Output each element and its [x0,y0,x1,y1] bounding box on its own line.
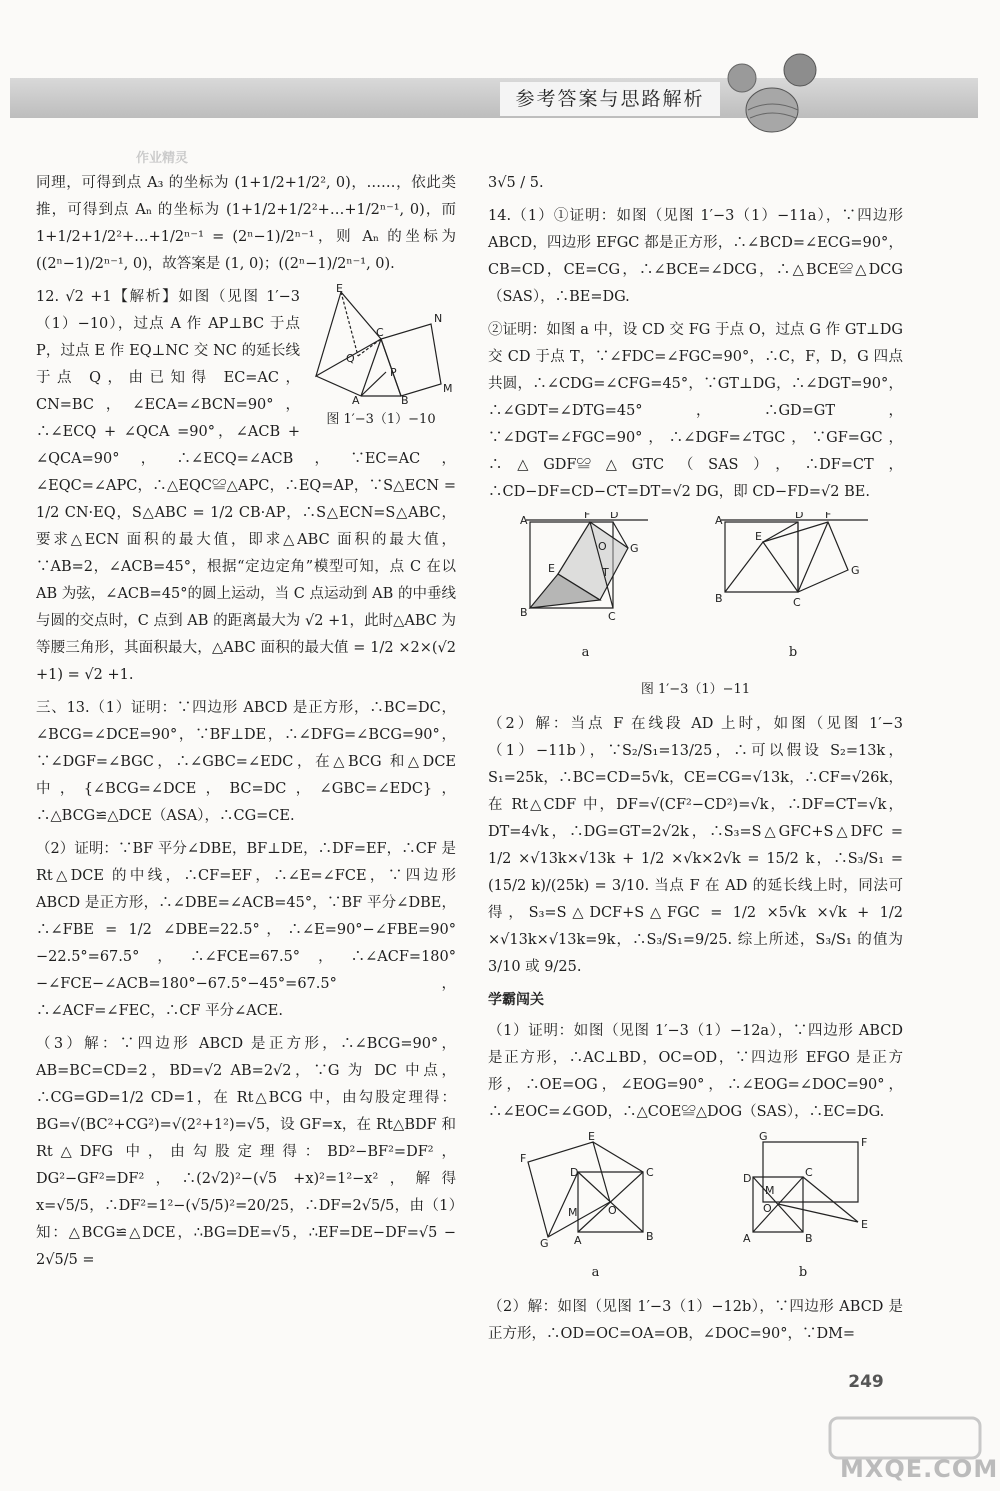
svg-text:T: T [602,566,609,579]
left-paragraph-3: 三、13.（1）证明：∵四边形 ABCD 是正方形，∴BC=DC，∠BCG=∠DCE=90°，∵BF⊥DE，∴∠DFG=∠BCG=90°，∵∠DGF=∠BGC，∴∠GBC=∠EDC，在△BCG 和△DCE 中，{∠BCG=∠DCE，BC=DC，∠GBC=∠EDC}，∴△BCG≌△DCE（ASA），∴CG=CE. [36,700,456,824]
svg-text:C: C [646,1166,654,1179]
svg-text:M: M [443,382,453,395]
figure-12a-label: a [591,1265,600,1280]
svg-text:Q: Q [346,352,355,365]
figure-12b-label: b [798,1265,808,1280]
svg-text:A: A [520,514,528,527]
svg-text:P: P [390,366,397,379]
watermark-text: MXQE.COM [840,1455,999,1483]
left-paragraph-4: （2）证明：∵BF 平分∠DBE，BF⊥DE，∴DF=EF，∴CF 是 Rt△DCE 的中线，∴CF=EF，∴∠E=∠FCE，∵四边形 ABCD 是正方形，∴∠DBE=∠ACB=45°，∵BF 平分∠DBE，∴∠FBE = 1/2 ∠DBE=22.5°，∴∠E=90°−∠FBE=90°−22.5°=67.5°，∴∠FCE=67.5°，∴∠ACF=180°−∠FCE−∠ACB=180°−67.5°−45°=67.5°，∴∠ACF=∠FEC，∴CF 平分∠ACE. [36,841,456,1019]
svg-text:O: O [763,1202,772,1215]
right-paragraph-0: 3√5 / 5. [488,175,544,191]
svg-text:E: E [588,1132,595,1143]
svg-text:F: F [861,1136,868,1149]
figure-11b-diagram [713,512,873,627]
svg-text:C: C [608,610,616,623]
svg-text:B: B [715,592,723,605]
svg-text:B: B [646,1230,654,1243]
left-paragraph-1: 同理，可得到点 A₃ 的坐标为 (1+1/2+1/2², 0)，……，依此类推，可得到点 Aₙ 的坐标为 (1+1/2+1/2²+…+1/2ⁿ⁻¹, 0)，而 1+1/2+1/2²+…+1/2ⁿ⁻¹ = (2ⁿ−1)/2ⁿ⁻¹，则 Aₙ 的坐标为 ((2ⁿ−1)/2ⁿ⁻¹, 0)，故答案是 (1, 0)；((2ⁿ−1)/2ⁿ⁻¹, 0). [36,175,456,272]
svg-text:A: A [715,514,723,527]
stamp-label: 作业精灵 [135,151,188,166]
figure-11b-label: b [788,645,798,660]
figure-10-caption: 图 1′−3（1）−10 [326,412,436,427]
figure-11 [488,512,903,674]
svg-text:B: B [520,606,528,619]
svg-text:D: D [795,512,804,521]
right-paragraph-5: （2）解：如图（见图 1′−3（1）−12b），∵四边形 ABCD 是正方形，∴OD=OC=OA=OB，∠DOC=90°，∵DM= [488,1299,903,1342]
svg-text:C: C [805,1166,813,1179]
svg-text:B: B [401,394,409,404]
figure-12 [488,1132,903,1294]
svg-text:D: D [570,1166,579,1179]
svg-text:G: G [540,1237,549,1247]
header-band [10,78,978,118]
page-header-title: 参考答案与思路解析 [500,82,720,116]
section-heading: 学霸闯关 [488,992,544,1008]
planets-decoration [720,48,830,138]
svg-text:D: D [610,512,619,521]
figure-11b [713,512,873,674]
page-number: 249 [848,1372,884,1392]
svg-text:G: G [630,542,639,555]
svg-text:O: O [608,1204,617,1217]
svg-text:E: E [861,1218,868,1231]
left-paragraph-2: 12. √2 +1【解析】如图（见图 1′−3（1）−10），过点 A 作 AP⊥BC 于点 P，过点 E 作 EQ⊥NC 交 NC 的延长线于点 Q，由已知得 EC=AC，CN=BC，∠ECA=∠BCN=90°，∴∠ECQ + ∠QCA =90°，∠ACB + ∠QCA=90°，∴∠ECQ=∠ACB，∵EC=AC，∠EQC=∠APC，∴△EQC≌△APC，∴EQ=AP，∵S△ECN = 1/2 CN·EQ，S△ABC = 1/2 CB·AP，∴S△ECN=S△ABC，要求△ECN 面积的最大值，即求△ABC 面积的最大值，∵AB=2，∠ACB=45°，根据“定边定角”模型可知，点 C 在以 AB 为弦，∠ACB=45°的圆上运动，当 C 点运动到 AB 的中垂线与圆的交点时，C 点到 AB 的距离最大为 √2 +1，此时△ABC 为等腰三角形，其面积最大，△ABC 面积的最大值 = 1/2 ×2×(√2 +1) = √2 +1. [36,289,456,683]
svg-text:E: E [755,530,762,543]
svg-text:A: A [743,1232,751,1245]
svg-text:B: B [805,1232,813,1245]
svg-text:G: G [851,564,860,577]
svg-text:C: C [793,596,801,609]
svg-text:F: F [584,512,591,521]
figure-10 [306,284,456,441]
figure-11a-diagram [518,512,653,627]
svg-text:O: O [598,540,607,553]
svg-text:A: A [352,394,360,404]
right-paragraph-4: （1）证明：如图（见图 1′−3（1）−12a），∵四边形 ABCD 是正方形，∴AC⊥BD，OC=OD，∵四边形 EFGO 是正方形，∴OE=OG，∠EOG=90°，∴∠EOG=∠DOC=90°，∴∠EOC=∠GOD，∴△COE≌△DOG（SAS），∴EC=DG. [488,1023,903,1120]
figure-11a [518,512,653,674]
svg-text:C: C [376,326,384,339]
svg-text:D: D [743,1172,752,1185]
figure-12b [733,1132,873,1294]
figure-12a [518,1132,673,1294]
svg-text:N: N [434,312,443,325]
figure-12a-diagram [518,1132,673,1247]
left-paragraph-5: （3）解：∵四边形 ABCD 是正方形，∴∠BCG=90°，AB=BC=CD=2，BD=√2 AB=2√2，∵G 为 DC 中点，∴CG=GD=1/2 CD=1，在 Rt△BCG 中，由勾股定理得：BG=√(BC²+CG²)=√(2²+1²)=√5，设 GF=x，在 Rt△BDF 和 Rt△DFG 中，由勾股定理得：BD²−BF²=DF²，DG²−GF²=DF²，∴(2√2)²−(√5 +x)²=1²−x²，解得 x=√5/5，∴DF²=1²−(√5/5)²=20/25，∴DF=2√5/5，由（1）知：△BCG≌△DCE，∴BG=DE=√5，∴EF=DE−DF=√5 − 2√5/5 = [36,1036,456,1268]
svg-text:F: F [520,1152,527,1165]
figure-10-diagram [306,284,456,404]
figure-11a-label: a [581,645,590,660]
figure-12b-diagram [733,1132,873,1247]
right-column [488,170,903,1354]
svg-text:M: M [568,1206,578,1219]
svg-text:E: E [548,562,555,575]
svg-text:G: G [759,1132,768,1143]
right-paragraph-2: ②证明：如图 a 中，设 CD 交 FG 于点 O，过点 G 作 GT⊥DG 交 CD 于点 T，∵∠FDC=∠FGC=90°，∴C，F，D，G 四点共圆，∴∠CDG=∠CFG=45°，∵GT⊥DG，∴∠DGT=90°，∴∠GDT=∠DTG=45°，∴GD=GT，∵∠DGT=∠FGC=90°，∴∠DGF=∠TGC，∵GF=GC，∴△GDF≌△GTC（SAS），∴DF=CT，∴CD−DF=CD−CT=DT=√2 DG，即 CD−FD=√2 BE. [488,322,903,500]
right-paragraph-3: （2）解：当点 F 在线段 AD 上时，如图（见图 1′−3（1）−11b），∵S₂/S₁=13/25，∴可以假设 S₂=13k，S₁=25k，∴BC=CD=5√k，CE=CG=√13k，∴CF=√26k，在 Rt△CDF 中，DF=√(CF²−CD²)=√k，∴DF=CT=√k，DT=4√k，∴DG=GT=2√2k，∴S₃=S△GFC+S△DFC = 1/2 ×√13k×√13k + 1/2 ×√k×2√k = 15/2 k，∴S₃/S₁ = (15/2 k)/(25k) = 3/10. 当点 F 在 AD 的延长线上时，同法可得，S₃=S△DCF+S△FGC = 1/2 ×5√k ×√k + 1/2 ×√13k×√13k=9k，∴S₃/S₁=9/25. 综上所述，S₃/S₁ 的值为 3/10 或 9/25. [488,716,903,975]
svg-text:E: E [336,284,343,295]
figure-11-caption: 图 1′−3（1）−11 [640,682,751,697]
svg-text:A: A [574,1234,582,1247]
right-paragraph-1: 14.（1）①证明：如图（见图 1′−3（1）−11a），∵四边形 ABCD，四边形 EFGC 都是正方形，∴∠BCD=∠ECG=90°，CB=CD，CE=CG，∴∠BCE=∠DCG，∴△BCE≌△DCG（SAS），∴BE=DG. [488,208,903,305]
left-column [36,170,456,1280]
svg-text:M: M [765,1184,775,1197]
problem-12-block [36,284,456,695]
svg-text:F: F [825,512,832,521]
